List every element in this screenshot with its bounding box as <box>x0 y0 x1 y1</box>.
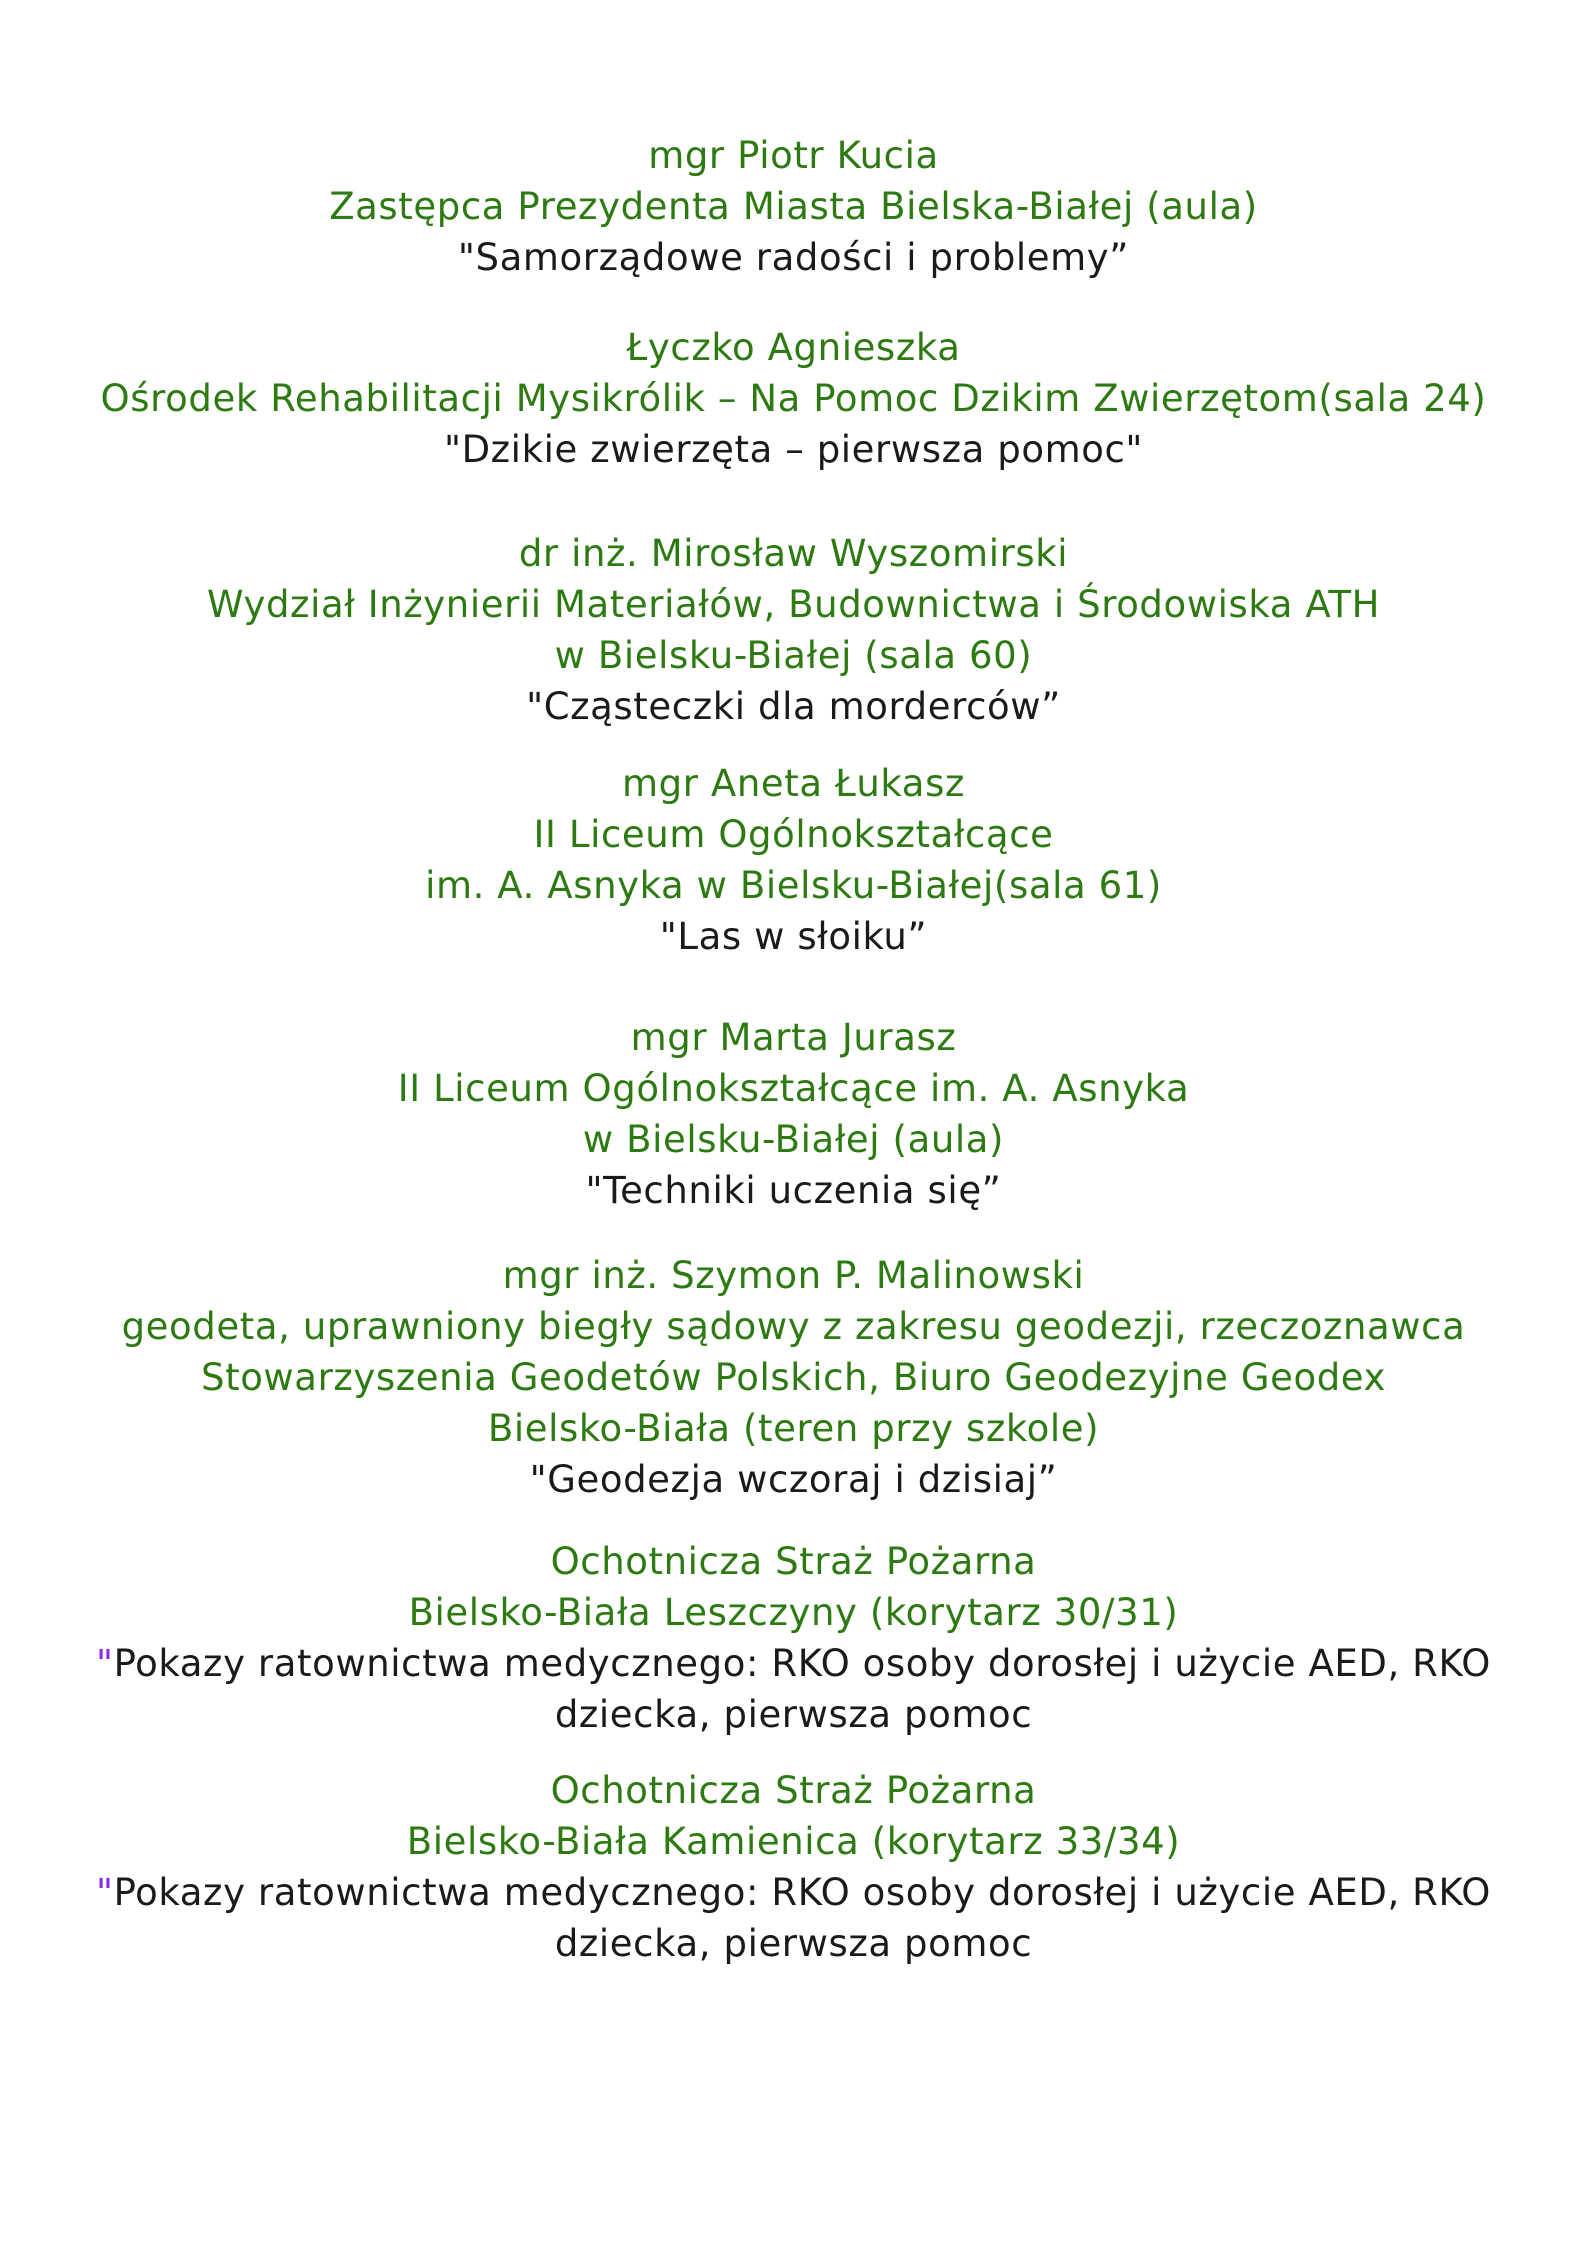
speaker-affiliation: Bielsko-Biała Kamienica (korytarz 33/34) <box>406 1820 1181 1863</box>
talk-title-line: dziecka, pierwsza pomoc <box>554 1922 1033 1965</box>
talk-title-line <box>0 1867 1587 1918</box>
entry-marta-jurasz <box>0 1012 1587 1216</box>
talk-title-line: dziecka, pierwsza pomoc <box>554 1693 1033 1736</box>
talk-title: "Las w słoiku” <box>659 915 928 958</box>
talk-title: "Samorządowe radości i problemy” <box>457 236 1130 279</box>
speaker-affiliation: Zastępca Prezydenta Miasta Bielska-Białej (aula) <box>329 185 1258 228</box>
entry-szymon-malinowski <box>0 1250 1587 1505</box>
opening-quote-mark: " <box>95 1642 114 1685</box>
speaker-affiliation: w Bielsku-Białej (sala 60) <box>554 634 1033 677</box>
speaker-affiliation: Wydział Inżynierii Materiałów, Budownictwa i Środowiska ATH <box>206 583 1381 626</box>
speaker-affiliation: im. A. Asnyka w Bielsku-Białej(sala 61) <box>425 864 1162 907</box>
speaker-affiliation: Stowarzyszenia Geodetów Polskich, Biuro Geodezyjne Geodex <box>201 1356 1386 1399</box>
talk-title-text: Pokazy ratownictwa medycznego: RKO osoby dorosłej i użycie AED, RKO <box>113 1642 1492 1685</box>
speaker-affiliation: Bielsko-Biała Leszczyny (korytarz 30/31) <box>408 1591 1179 1634</box>
speaker-affiliation: II Liceum Ogólnokształcące im. A. Asnyka <box>397 1067 1190 1110</box>
speaker-affiliation: Bielsko-Biała (teren przy szkole) <box>487 1407 1100 1450</box>
entry-osp-kamienica <box>0 1765 1587 1969</box>
entry-agnieszka-lyczko <box>0 322 1587 475</box>
entry-piotr-kucia <box>0 130 1587 283</box>
speaker-affiliation: geodeta, uprawniony biegły sądowy z zakresu geodezji, rzeczoznawca <box>121 1305 1466 1348</box>
entry-miroslaw-wyszomirski <box>0 528 1587 732</box>
speaker-affiliation: II Liceum Ogólnokształcące <box>533 813 1054 856</box>
entry-osp-leszczyny <box>0 1536 1587 1740</box>
speaker-affiliation: Ośrodek Rehabilitacji Mysikrólik – Na Pomoc Dzikim Zwierzętom(sala 24) <box>100 377 1487 420</box>
entry-aneta-lukasz <box>0 758 1587 962</box>
speaker-name: Ochotnicza Straż Pożarna <box>550 1769 1037 1812</box>
speaker-name: dr inż. Mirosław Wyszomirski <box>518 532 1069 575</box>
talk-title: "Geodezja wczoraj i dzisiaj” <box>529 1458 1058 1501</box>
talk-title: "Techniki uczenia się” <box>585 1169 1002 1212</box>
talk-title-line <box>0 1638 1587 1689</box>
speaker-name: Ochotnicza Straż Pożarna <box>550 1540 1037 1583</box>
speaker-name: Łyczko Agnieszka <box>626 326 961 369</box>
speaker-name: mgr Piotr Kucia <box>648 134 939 177</box>
talk-title: "Cząsteczki dla morderców” <box>526 685 1061 728</box>
talk-title: "Dzikie zwierzęta – pierwsza pomoc" <box>443 428 1144 471</box>
speaker-affiliation: w Bielsku-Białej (aula) <box>582 1118 1005 1161</box>
talk-title-text: Pokazy ratownictwa medycznego: RKO osoby dorosłej i użycie AED, RKO <box>113 1871 1492 1914</box>
speaker-name: mgr inż. Szymon P. Malinowski <box>502 1254 1085 1297</box>
speaker-name: mgr Marta Jurasz <box>630 1016 957 1059</box>
opening-quote-mark: " <box>95 1871 114 1914</box>
speaker-name: mgr Aneta Łukasz <box>622 762 965 805</box>
